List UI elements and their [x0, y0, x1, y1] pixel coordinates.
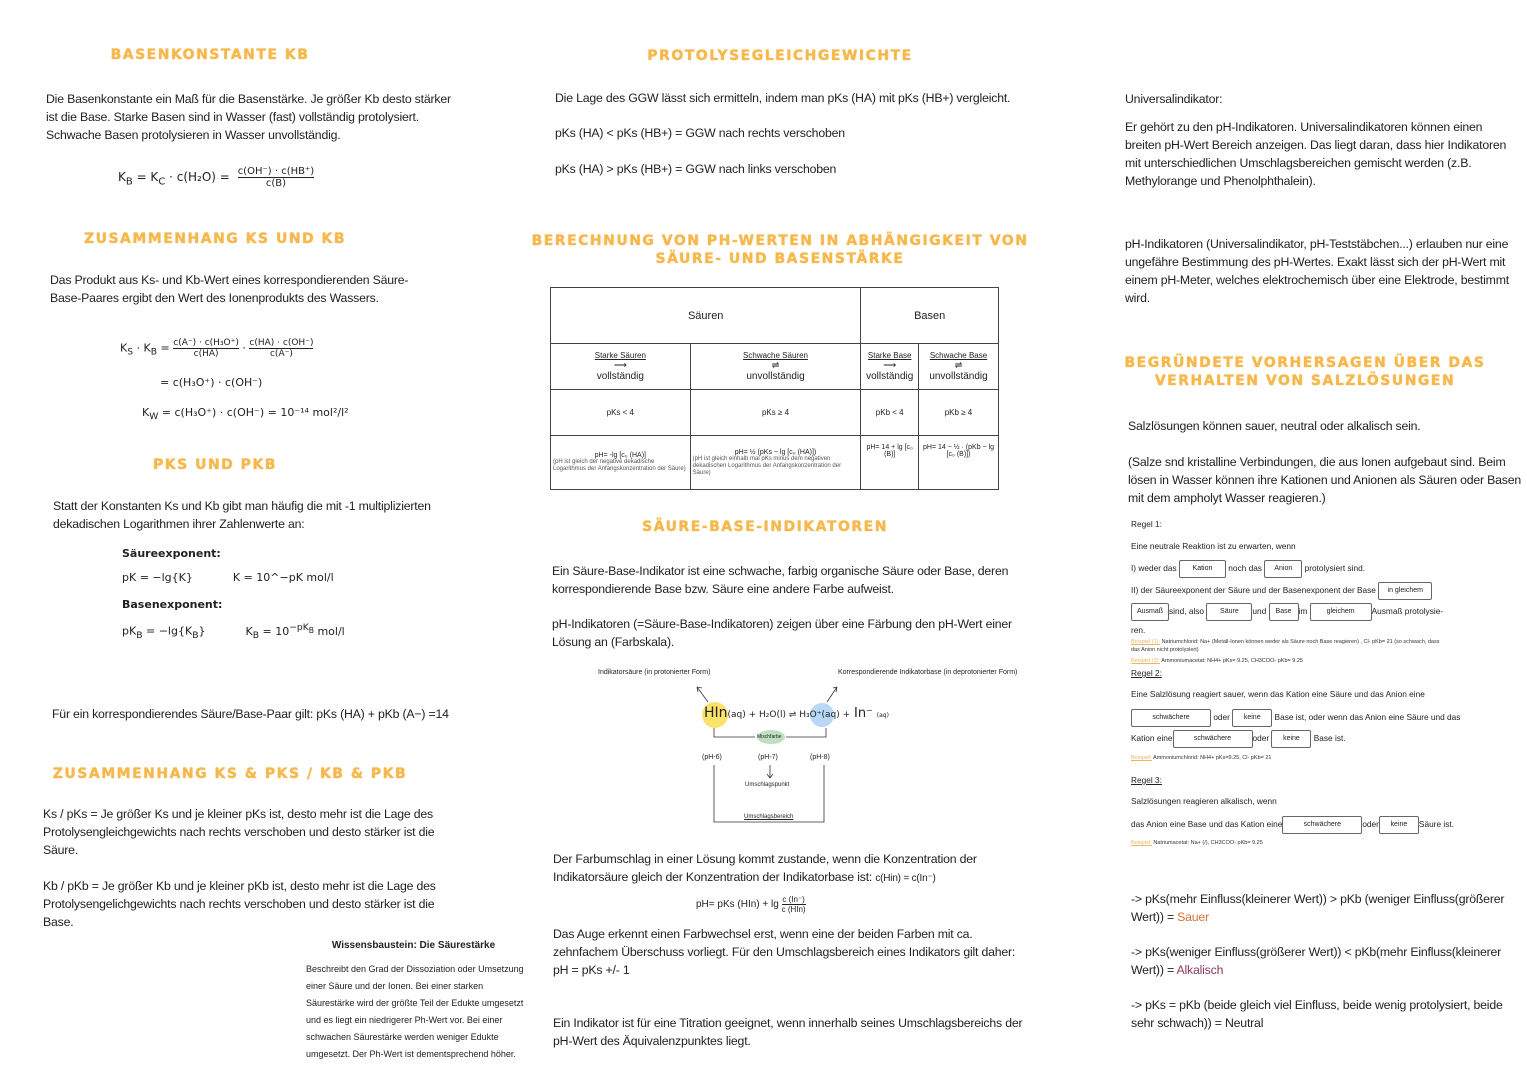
regel3-title: Regel 3:	[1131, 775, 1162, 785]
heading-salzloesungen: BEGRÜNDETE VORHERSAGEN ÜBER DAS VERHALTEN VON SALZLÖSUNGEN	[1124, 355, 1486, 389]
text-part: -> pKs(weniger Einfluss(größerer Wert)) < pKb(mehr Einfluss(kleinerer Wert)) =	[1131, 945, 1502, 977]
text-part: Kation eine	[1131, 733, 1173, 744]
text-part: I) weder das	[1131, 563, 1177, 574]
equilibrium-arrow-icon: ⇌	[954, 360, 963, 370]
regel1-example1	[1131, 638, 1441, 654]
conclusion-sauer	[1131, 890, 1516, 926]
text-part: oder	[1213, 712, 1230, 723]
cell-degree: vollständig	[596, 371, 644, 382]
formula-part: pH= pKs (HIn) + lg	[696, 899, 779, 911]
gap-keine[interactable]: keine	[1271, 730, 1311, 748]
example-text: Natriumacetat: Na+ (/), CH3COO- pKb= 9.25	[1153, 840, 1263, 846]
text-part: Der Farbumschlag in einer Lösung kommt zustande, wenn die Konzentration der Indikatorsäure gleich der Konzentration der Indikatorbase ist:	[553, 852, 977, 884]
table-cell	[861, 344, 919, 390]
gap-ausmass[interactable]: Ausmaß	[1131, 603, 1169, 621]
indicator-equation	[704, 705, 889, 721]
formula-part: = c(H₃O⁺) · c(OH⁻) = 10⁻¹⁴ mol²/l²	[161, 406, 349, 419]
text-part: oder	[1362, 819, 1379, 830]
text-ks-pks: Ks / pKs = Je größer Ks und je kleiner pKs ist, desto mehr ist die Lage des Protolysengleichgewichts nach rechts verschoben und desto stärker ist die Säure.	[43, 807, 435, 857]
text-part: sind, also	[1169, 606, 1205, 617]
table-cell	[551, 436, 691, 490]
cell-pk: pKs < 4	[551, 390, 691, 436]
heading-pks-pkb: PKS UND PKB	[153, 457, 277, 473]
heading-berechnung-ph: BERECHNUNG VON PH-WERTEN IN ABHÄNGIGKEIT VON SÄURE- UND BASENSTÄRKE	[531, 233, 1029, 267]
gap-in-gleichem[interactable]: in gleichem	[1378, 582, 1432, 600]
table-cell	[690, 344, 861, 390]
regel2-line2	[1131, 730, 1346, 748]
regel1-example2	[1131, 657, 1303, 665]
text-titration: Ein Indikator ist für eine Titration geeignet, wenn innerhalb seines Umschlagsbereichs der pH-Wert des Äquivalenzpunktes liegt.	[553, 1016, 1023, 1048]
ph6-label: (pH-6)	[702, 754, 722, 761]
cell-pk: pKb ≥ 4	[919, 390, 999, 436]
label-saeureexponent: Säureexponent:	[122, 547, 221, 560]
text-part: Base ist.	[1313, 733, 1346, 744]
arrow-icon: ⟶	[883, 360, 897, 370]
example-label: Beispiel:	[1131, 755, 1152, 761]
regel1-intro: Eine neutrale Reaktion ist zu erwarten, wenn	[1131, 541, 1296, 551]
heading-indikatoren: SÄURE-BASE-INDIKATOREN	[642, 519, 888, 535]
text-basenkonstante: Die Basenkonstante ein Maß für die Basenstärke. Je größer Kb desto stärker ist die Base. Starke Basen sind in Wasser (fast) vollständig protolysiert. Schwache Basen protolysieren in Wasser unvollständig.	[46, 92, 451, 142]
cell-note: (pH ist gleich der negative dekadische Logarithmus der Anfangskonzentration der Säure)	[553, 459, 686, 472]
text-ph-meter: pH-Indikatoren (Universalindikator, pH-Teststäbchen...) erlauben nur eine ungefähre Bestimmung des pH-Wertes. Exakt lässt sich der pH-Wert mit einem pH-Meter, welches elektrochemisch über eine Elektrode, bestimmt wird.	[1125, 237, 1509, 305]
table-cell	[690, 436, 861, 490]
regel3-intro: Salzlösungen reagieren alkalisch, wenn	[1131, 796, 1277, 806]
equation-middle: (aq) + H₂O(l) ⇌ H₃O⁺(aq) +	[727, 710, 851, 720]
cell-degree: unvollständig	[929, 371, 988, 382]
gap-gleichem[interactable]: gleichem	[1310, 603, 1372, 621]
text-ggw: Die Lage des GGW lässt sich ermitteln, indem man pKs (HA) mit pKs (HB+) vergleicht.	[555, 91, 1011, 105]
conclusion-neutral: -> pKs = pKb (beide gleich viel Einfluss, beide wenig protolysiert, beide sehr schwach)) = Neutral	[1131, 998, 1503, 1030]
hin-label: HIn	[704, 705, 728, 721]
text-part: Ausmaß protolysie-	[1371, 606, 1444, 617]
text-part: im	[1298, 606, 1308, 617]
formula-denominator: c(B)	[265, 178, 286, 189]
formula-ks-kb: $K_S \cdot K_B$ = $\frac{\text{c(A⁻) · c(H₃O⁺)}}{c(HA)}$ · $\frac{c(HA) \cdot c(OH^-)}{c(A^-)}$	[120, 338, 314, 359]
gap-keine[interactable]: keine	[1232, 709, 1272, 727]
regel1-line4: ren.	[1131, 625, 1146, 635]
text-salze: (Salze snd kristalline Verbindungen, die aus Ionen aufgebaut sind. Beim lösen in Wasser können ihre Kationen und Anionen als Säuren oder Basen mit dem ampholyt Wasser reagieren.)	[1128, 455, 1521, 505]
gap-schwaechere[interactable]: schwächere	[1282, 816, 1362, 834]
cell-note: (pH ist gleich einhalb mal pKs minus dem negativen dekadischen Logarithmus der Anfangskonzentration der Säure)	[692, 455, 842, 476]
equilibrium-arrow-icon: ⇌	[771, 360, 780, 370]
text-pks-pkb-14: Für ein korrespondierendes Säure/Base-Paar gilt: pKs (HA) + pKb (A−) =14	[52, 707, 449, 721]
example-text: Natriumchlorid: Na+ (Metall-Ionen können weder als Säure noch Base reagieren) , Cl- pKb= 21 (so schwach, dass das Anion nicht protolysiert)	[1131, 639, 1440, 653]
text-part: Base ist, oder wenn das Anion eine Säure und das	[1274, 712, 1461, 723]
formula-denominator: c (HIn)	[781, 905, 806, 914]
table-cell	[551, 344, 691, 390]
umschlagspunkt-label: Umschlagspunkt	[745, 782, 790, 788]
text-farbwechsel: Das Auge erkennt einen Farbwechsel erst, wenn eine der beiden Farben mit ca. zehnfachem Überschuss vorliegt. Für den Umschlagsbereich eines Indikators gilt daher: pH = pKs +/- 1	[553, 927, 1016, 977]
example-label: Beispiel (2):	[1131, 658, 1161, 664]
label-universalindikator: Universalindikator:	[1125, 92, 1223, 106]
regel2-example	[1131, 754, 1272, 762]
text-part: und	[1252, 606, 1267, 617]
gap-anion[interactable]: Anion	[1264, 560, 1302, 578]
regel1-title: Regel 1:	[1131, 519, 1162, 529]
formula-numerator: c(HA) · c(OH⁻)	[249, 338, 314, 348]
heading-zusammenhang-pks: ZUSAMMENHANG KS & PKS / KB & PKB	[52, 766, 408, 782]
regel3-example	[1131, 839, 1263, 847]
gap-saeure[interactable]: Säure	[1206, 603, 1252, 621]
gap-base[interactable]: Base	[1269, 603, 1299, 621]
arrow-icon	[827, 687, 837, 702]
formula-part: = K	[132, 170, 159, 184]
text-part: protolysiert sind.	[1304, 563, 1366, 574]
regel1-line3	[1131, 603, 1443, 621]
formula-pks	[122, 571, 334, 584]
table-head-basen: Basen	[861, 288, 999, 344]
formula-numerator: c(OH⁻) · c(HB⁺)	[237, 166, 315, 177]
text-part: II) der Säureexponent der Säure und der Basenexponent der Base	[1131, 585, 1376, 596]
text-indikator-def: Ein Säure-Base-Indikator ist eine schwache, farbig organische Säure oder Base, deren korrespondierende Base bzw. Säure eine andere Farbe aufweist.	[552, 564, 1009, 596]
cell-formula: pH= 14 − ½ · (pKb − lg [c₀ (B)])	[919, 436, 999, 490]
formula-denominator: c(HA)	[193, 349, 219, 359]
text-ionenprodukt: Das Produkt aus Ks- und Kb-Wert eines korrespondierenden Säure-Base-Paares ergibt den Wert des Ionenprodukts des Wassers.	[50, 273, 409, 305]
formula-numerator: c(A⁻) · c(H₃O⁺)	[173, 338, 239, 348]
cell-pk: pKb < 4	[861, 390, 919, 436]
text-salzloesungen: Salzlösungen können sauer, neutral oder alkalisch sein.	[1128, 419, 1421, 433]
text-part: das Anion eine Base und das Kation eine	[1131, 819, 1283, 830]
umschlagsbereich-label: Umschlagsbereich	[744, 814, 794, 820]
formula-part: K	[120, 341, 128, 355]
heading-protolysegleichgewichte: PROTOLYSEGLEICHGEWICHTE	[647, 48, 913, 64]
gap-keine[interactable]: keine	[1379, 816, 1419, 834]
formula-denominator: c(A⁻)	[269, 349, 293, 359]
heading-zusammenhang-ks-kb: ZUSAMMENHANG KS UND KB	[83, 231, 347, 247]
formula-kw: $K_W = c(H_3O^+) \cdot c(OH^-) = 10^{-14}$ mol²/l²	[142, 406, 349, 423]
cell-formula: pH= ½ (pKs − lg [c₀ (HA)])	[734, 448, 817, 456]
example-text: Ammoniumchlorid: NH4+ pKs=9.25, Cl- pKb= 21	[1153, 755, 1272, 761]
table-head-saeuren: Säuren	[551, 288, 861, 344]
arrow-icon	[697, 687, 708, 702]
formula-pkb: $pK_B = -\lg\{K_B\} K_B = 10^{-pK_B}$ mol/l	[122, 622, 345, 641]
text-ph-indikatoren: pH-Indikatoren (=Säure-Base-Indikatoren) zeigen über eine Färbung den pH-Wert einer Lösung an (Farbskala).	[552, 617, 1012, 649]
regel3-line1	[1131, 816, 1454, 834]
cell-formula: pH= -lg [c₀ (HA)]	[594, 452, 646, 459]
text-part: noch das	[1228, 563, 1262, 574]
formula-product: = c(H₃O⁺) · c(OH⁻)	[160, 376, 263, 389]
formula-gleich: c(Hin) = c(In⁻)	[875, 873, 936, 884]
text-part: -> pKs(mehr Einfluss(kleinerer Wert)) > pKb (weniger Einfluss(größerer Wert)) =	[1131, 892, 1505, 924]
regel2-line1	[1131, 709, 1460, 727]
ph-table	[550, 287, 999, 490]
in-label: In⁻	[853, 706, 873, 721]
formula-pks-lg: pK = −lg{K}	[122, 571, 193, 584]
gap-schwaechere[interactable]: schwächere	[1173, 730, 1253, 748]
regel2-title: Regel 2:	[1131, 668, 1162, 678]
cell-sub: Starke Säuren	[594, 351, 646, 360]
cell-pk: pKs ≥ 4	[690, 390, 861, 436]
mischfarbe-label: Mischfarbe	[757, 734, 782, 740]
indicator-diagram-lines	[590, 660, 1040, 830]
cell-sub: Starke Base	[867, 351, 912, 360]
table-cell	[919, 344, 999, 390]
text-ggw-rechts: pKs (HA) < pKs (HB+) = GGW nach rechts verschoben	[555, 126, 845, 140]
label-indikatorsaeure: Indikatorsäure (in protonierter Form)	[598, 669, 711, 676]
text-kb-pkb: Kb / pKb = Je größer Kb und je kleiner pKb ist, desto mehr ist die Lage des Protolysengelichgewichts nach rechts verschoben und desto stärker ist die Base.	[43, 879, 436, 929]
conclusion-alkalisch	[1131, 943, 1516, 979]
formula-numerator: c (In⁻)	[782, 895, 805, 904]
ph8-label: (pH-8)	[810, 754, 830, 761]
cell-sub: Schwache Säuren	[743, 351, 808, 360]
formula-part: K	[118, 170, 126, 184]
formula-kb: $K_B = K_C \cdot c(H_2O)$ = $\frac{c(OH^-) \cdot c(HB^+)}{c(B)}$	[118, 166, 315, 189]
heading-basenkonstante: BASENKONSTANTE KB	[110, 47, 310, 63]
formula-henderson	[696, 895, 806, 914]
label-indikatorbase: Korrespondierende Indikatorbase (in deprotonierter Form)	[838, 669, 1018, 676]
result-alkalisch: Alkalisch	[1176, 963, 1224, 977]
text-farbumschlag	[553, 850, 1028, 888]
arrow-icon: ⟶	[613, 360, 627, 370]
formula-ks-power: K = 10^−pK mol/l	[232, 571, 334, 584]
regel1-line1	[1131, 560, 1365, 578]
label-basenexponent: Basenexponent:	[122, 598, 223, 611]
ph7-label: (pH-7)	[758, 754, 778, 761]
formula-part: · c(H₂O) =	[165, 170, 230, 184]
result-sauer: Sauer	[1177, 910, 1209, 924]
gap-schwaechere[interactable]: schwächere	[1131, 709, 1211, 727]
cell-degree: unvollständig	[746, 371, 805, 382]
regel1-line2	[1131, 582, 1432, 600]
example-label: Beispiel (1):	[1131, 639, 1161, 645]
text-ggw-links: pKs (HA) > pKs (HB+) = GGW nach links verschoben	[555, 162, 837, 176]
text-exponent-intro: Statt der Konstanten Ks und Kb gibt man häufig die mit -1 multiplizierten dekadischen Logarithmen ihrer Zahlenwerte an:	[53, 499, 431, 531]
box-text: Beschreibt den Grad der Dissoziation oder Umsetzung einer Säure und der Ionen. Bei einer starken Säurestärke wird der größte Teil der Edukte umgesetzt und es liegt ein niedrigerer Ph-Wert vor. Bei einer schwachen Säurestärke werden weniger Edukte umgesetzt. Der Ph-Wert ist dementsprechend höher.	[306, 964, 524, 1059]
text-universalindikator: Er gehört zu den pH-Indikatoren. Universalindikatoren können einen breiten pH-Wert Bereich anzeigen. Das liegt daran, dass hier Indikatoren mit unterschiedlichen Umschlagsbereichen gemischt werden (z.B. Methylorange und Phenolphthalein).	[1125, 120, 1507, 188]
text-part: oder	[1252, 733, 1270, 744]
regel2-intro: Eine Salzlösung reagiert sauer, wenn das Kation eine Säure und das Anion eine	[1131, 689, 1425, 699]
gap-kation[interactable]: Kation	[1179, 560, 1226, 578]
cell-formula: pH= 14 + lg [c₀ (B)]	[861, 436, 919, 490]
example-text: Ammoniumacetat: NH4+ pKs= 9.25, CH3COO- pKb= 9.25	[1161, 658, 1303, 664]
example-label: Beispiel:	[1131, 840, 1152, 846]
cell-sub: Schwache Base	[929, 351, 988, 360]
box-title: Wissensbaustein: Die Säurestärke	[331, 940, 496, 951]
aq-label: (aq)	[876, 712, 889, 719]
text-part: Säure ist.	[1418, 819, 1454, 830]
cell-degree: vollständig	[866, 371, 914, 382]
